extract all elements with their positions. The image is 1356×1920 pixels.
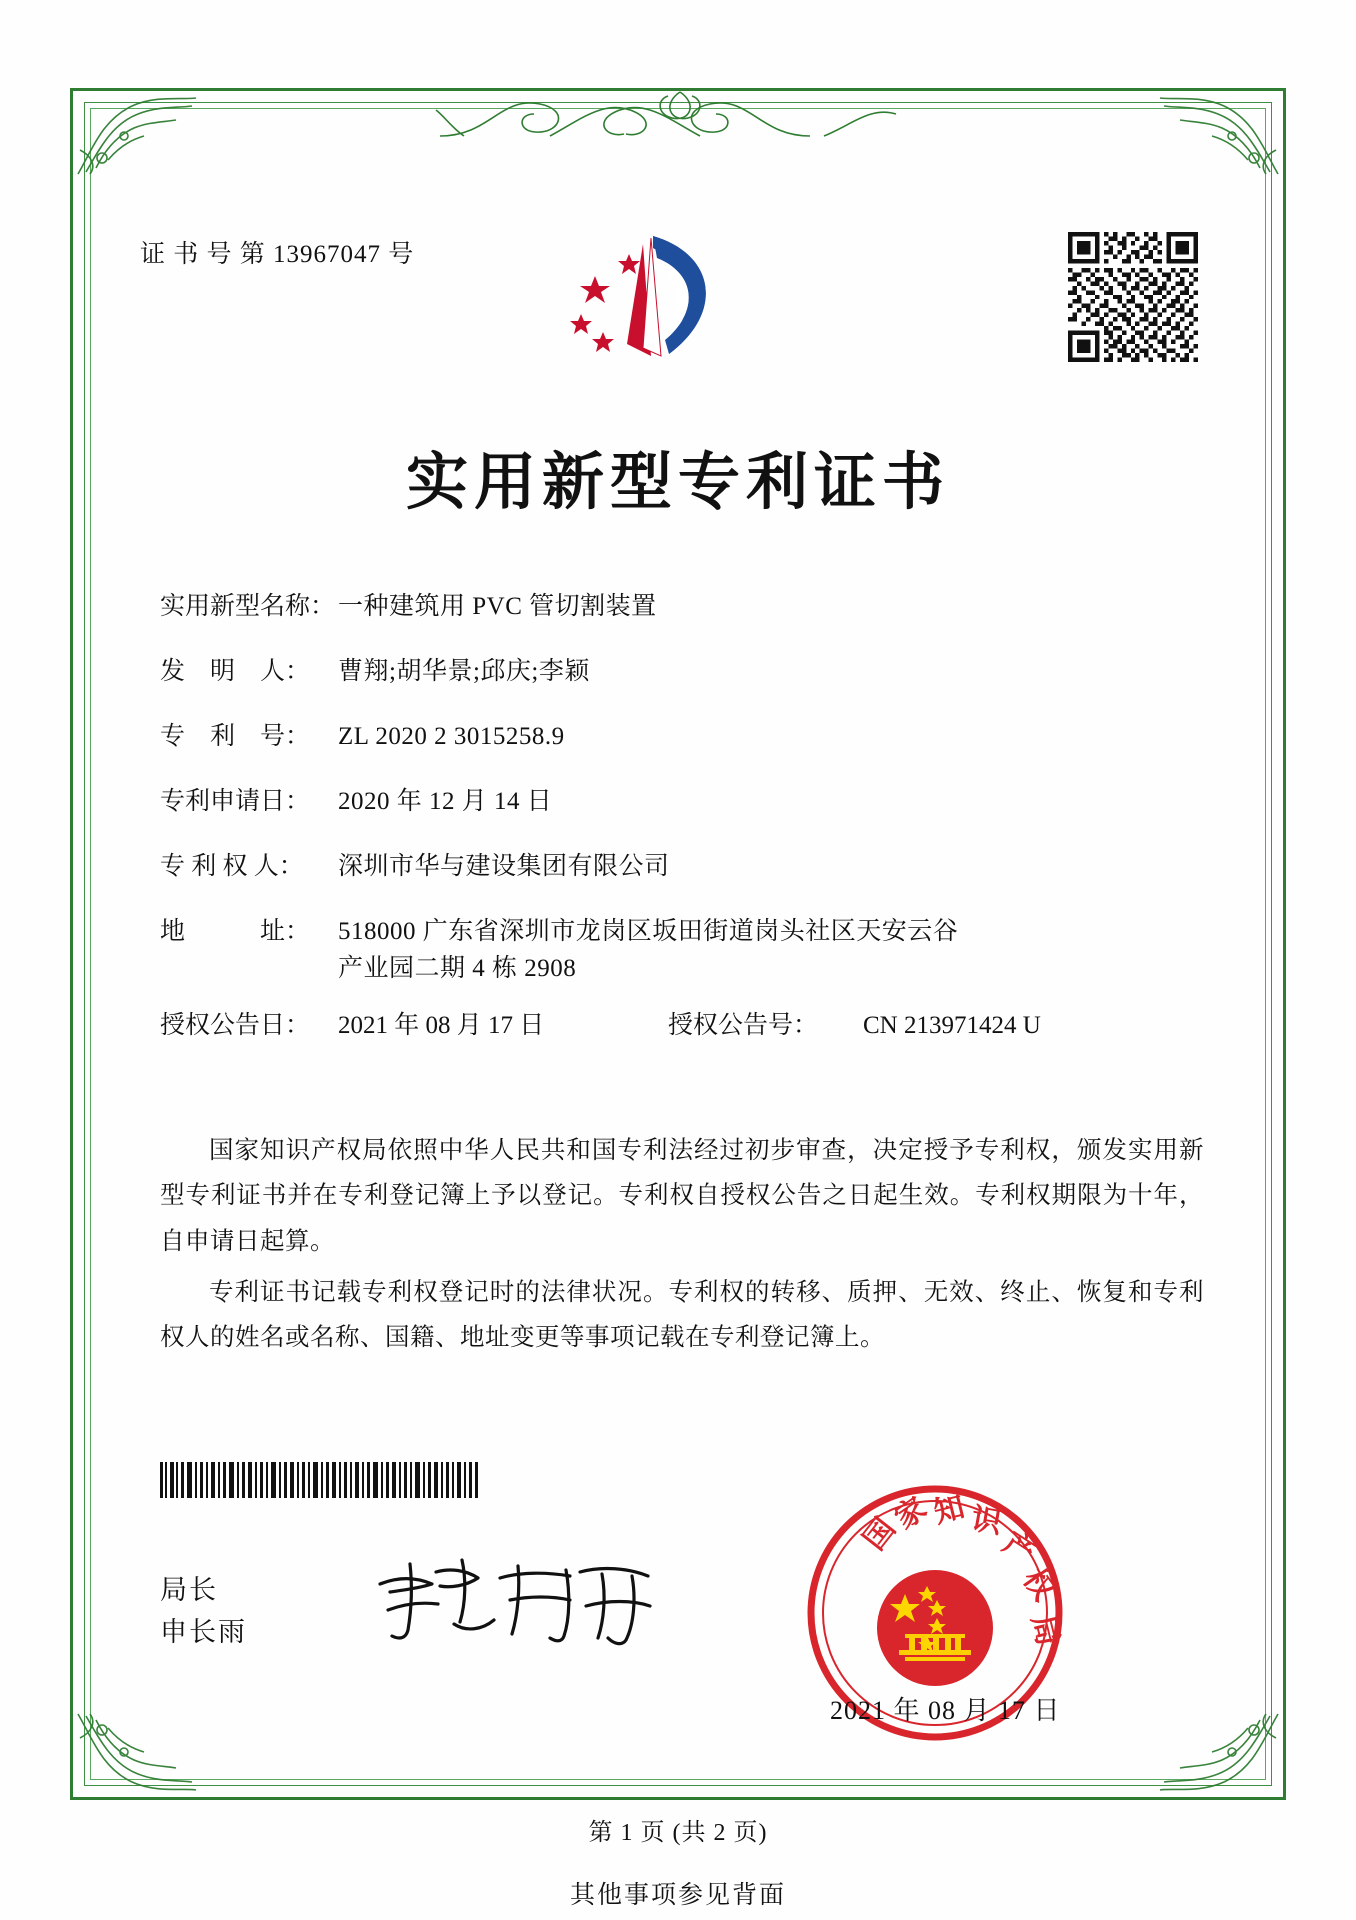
field-value: 曹翔;胡华景;邱庆;李颖 [338,658,590,685]
field-value-line2: 产业园二期 4 栋 2908 [338,955,577,982]
certificate-number: 证 书 号 第 13967047 号 [140,241,415,268]
field-label: 实用新型名称： [160,593,336,620]
field-value: ZL 2020 2 3015258.9 [338,723,565,750]
corner-ornament-top-left [72,90,202,180]
field-label: 专利申请日： [160,788,311,815]
grant-date-label: 授权公告日： [160,1012,311,1039]
seal-date: 2021 年 08 月 17 日 [830,1696,1061,1725]
page-title: 实用新型专利证书 [405,445,950,518]
qr-code-icon [1068,232,1198,362]
signature-block [160,1570,247,1654]
grant-number-value: CN 213971424 U [863,1012,1041,1039]
field-row-patentee [160,854,1220,879]
field-label: 地 址： [160,918,311,945]
svg-text:权: 权 [1015,1562,1062,1608]
top-flourish-ornament [430,86,930,144]
field-value: 深圳市华与建设集团有限公司 [338,853,670,880]
barcode-icon [160,1462,490,1498]
corner-ornament-top-right [1154,90,1284,180]
svg-text:产: 产 [996,1525,1041,1572]
page-number: 第 1 页 (共 2 页) [588,1820,768,1846]
grant-number-label: 授权公告号： [668,1012,819,1039]
field-row-inventors [160,659,1220,684]
field-row-utility-model-name [160,594,1220,619]
field-label: 专 利 权 人： [160,853,304,880]
handwritten-signature-icon [370,1548,660,1648]
field-label: 发 明 人： [160,658,311,685]
field-list [160,594,1220,1074]
svg-text:局: 局 [1024,1611,1066,1650]
svg-text:识: 识 [968,1501,1005,1542]
legal-text-block [160,1128,1204,1367]
corner-ornament-bottom-left [72,1708,202,1798]
corner-ornament-bottom-right [1154,1708,1284,1798]
field-row-address [160,919,1220,981]
field-row-application-date [160,789,1220,814]
svg-text:国: 国 [856,1511,903,1557]
field-row-patent-number [160,724,1220,749]
cnipa-logo-icon [565,228,755,378]
svg-text:家: 家 [888,1490,934,1537]
legal-paragraph-2: 专利证书记载专利权登记时的法律状况。专利权的转移、质押、无效、终止、恢复和专利权人的姓名或名称、国籍、地址变更等事项记载在专利登记簿上。 [160,1278,1204,1352]
field-value: 2020 年 12 月 14 日 [338,788,553,815]
signatory-name: 申长雨 [160,1616,247,1647]
field-row-grant-announcement [160,1013,1220,1038]
svg-text:知: 知 [930,1489,969,1531]
footer-note: 其他事项参见背面 [569,1882,786,1909]
field-label: 专 利 号： [160,723,311,750]
grant-date-value: 2021 年 08 月 17 日 [338,1012,545,1039]
signatory-title: 局长 [160,1575,218,1605]
field-value-wrapper [338,919,1220,981]
field-value: 一种建筑用 PVC 管切割装置 [338,593,657,620]
legal-paragraph-1: 国家知识产权局依照中华人民共和国专利法经过初步审查，决定授予专利权，颁发实用新型专利证书并在专利登记簿上予以登记。专利权自授权公告之日起生效。专利权期限为十年，自申请日起算。 [160,1137,1204,1255]
field-value: 518000 广东省深圳市龙岗区坂田街道岗头社区天安云谷 [338,918,959,945]
